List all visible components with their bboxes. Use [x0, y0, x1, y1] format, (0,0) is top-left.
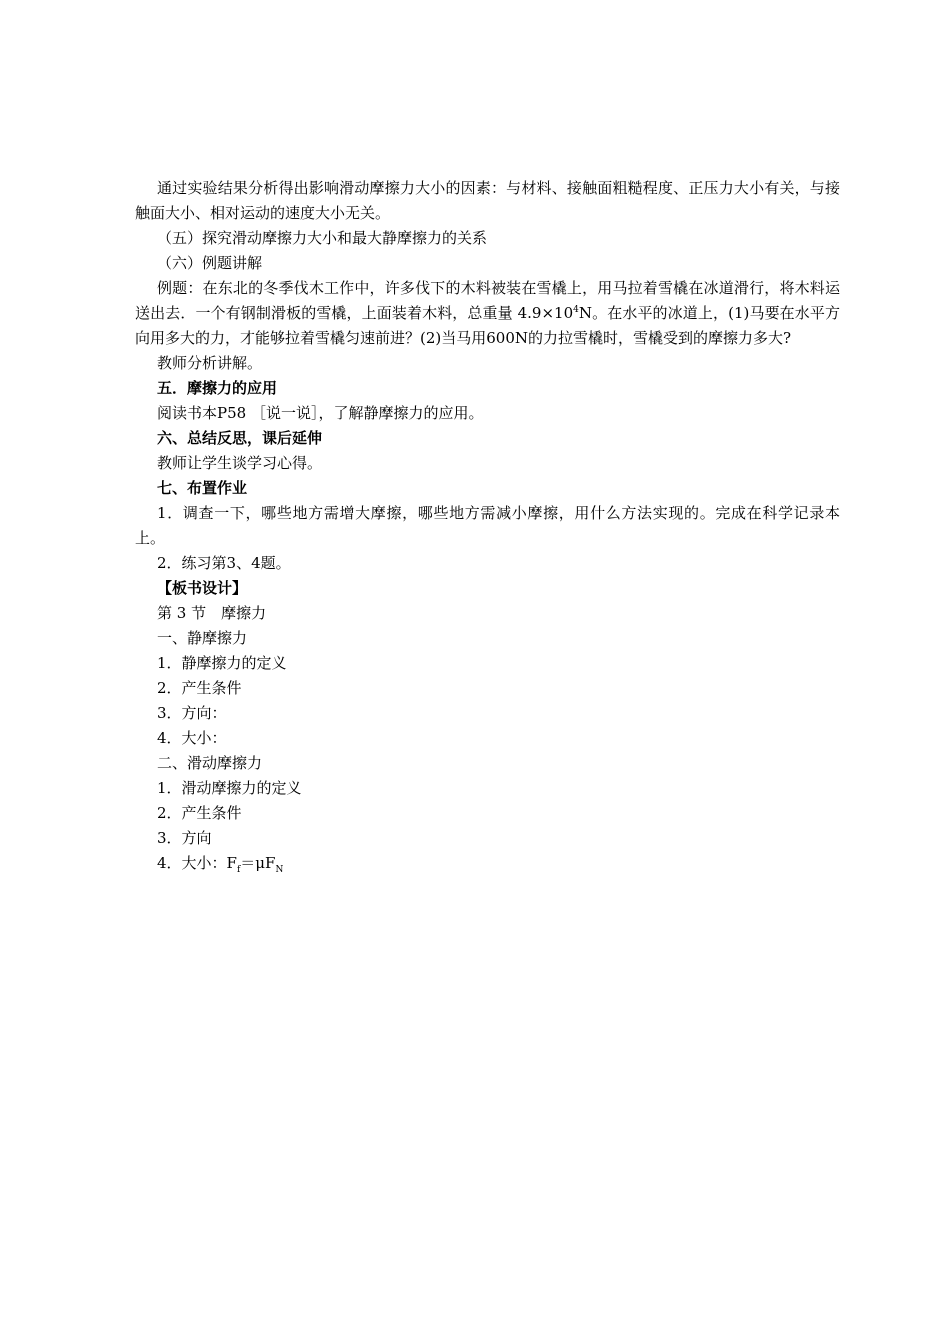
board-line-sliding-definition: 1．滑动摩擦力的定义 — [157, 779, 302, 797]
heading-summary: 六、总结反思，课后延伸 — [157, 429, 323, 447]
paragraph-explore: （五）探究滑动摩擦力大小和最大静摩擦力的关系 — [157, 229, 488, 247]
paragraph-example-heading: （六）例题讲解 — [157, 254, 263, 272]
paragraph-learning: 教师让学生谈学习心得。 — [157, 454, 323, 472]
board-line-static-magnitude: 4．大小： — [157, 729, 227, 747]
homework-item-1: 1．调查一下，哪些地方需增大摩擦，哪些地方需减小摩擦，用什么方法实现的。完成在科学记录本上。 — [135, 504, 840, 547]
board-line-static: 一、静摩擦力 — [157, 629, 248, 647]
homework-item-2: 2．练习第3、4题。 — [157, 554, 291, 572]
board-line-sliding: 二、滑动摩擦力 — [157, 754, 263, 772]
example-exponent: 4 — [573, 305, 579, 315]
example-text-a: 例题：在东北的冬季伐木工作中，许多伐下的木料被装在雪橇上，用马拉着雪橇在冰道滑行，将木料运送出去．一个有钢制滑板的雪橇，上面装着木料，总重量 4.9×10 — [135, 279, 840, 322]
formula-subscript-f: f — [236, 865, 241, 875]
board-line-sliding-formula — [135, 851, 840, 876]
example-text-b: N。在水平的冰道上，(1)马要在水平方向用多大的力，才能够拉着雪橇匀速前进？(2)当马用600N的力拉雪橇时，雪橇受到的摩擦力多大? — [135, 304, 841, 347]
board-line-static-direction: 3．方向： — [157, 704, 227, 722]
heading-board-design: 【板书设计】 — [157, 579, 248, 597]
paragraph-reading: 阅读书本P58 ［说一说］，了解静摩擦力的应用。 — [157, 404, 484, 422]
board-line-static-condition: 2．产生条件 — [157, 679, 242, 697]
formula-part-a: 4．大小：F — [157, 854, 237, 872]
formula-part-b: ＝μF — [240, 854, 276, 872]
board-line-sliding-condition: 2．产生条件 — [157, 804, 242, 822]
board-line-static-definition: 1．静摩擦力的定义 — [157, 654, 287, 672]
document-page — [135, 176, 840, 876]
heading-application: 五．摩擦力的应用 — [157, 379, 278, 397]
board-line-sliding-direction: 3．方向 — [157, 829, 212, 847]
formula-subscript-n: N — [275, 865, 284, 875]
board-line-title: 第 3 节 摩擦力 — [157, 604, 267, 622]
paragraph-factors: 通过实验结果分析得出影响滑动摩擦力大小的因素：与材料、接触面粗糙程度、正压力大小有关，与接触面大小、相对运动的速度大小无关。 — [135, 179, 840, 222]
paragraph-teacher-analysis: 教师分析讲解。 — [157, 354, 263, 372]
heading-homework: 七、布置作业 — [157, 479, 248, 497]
paragraph-example — [135, 276, 840, 351]
